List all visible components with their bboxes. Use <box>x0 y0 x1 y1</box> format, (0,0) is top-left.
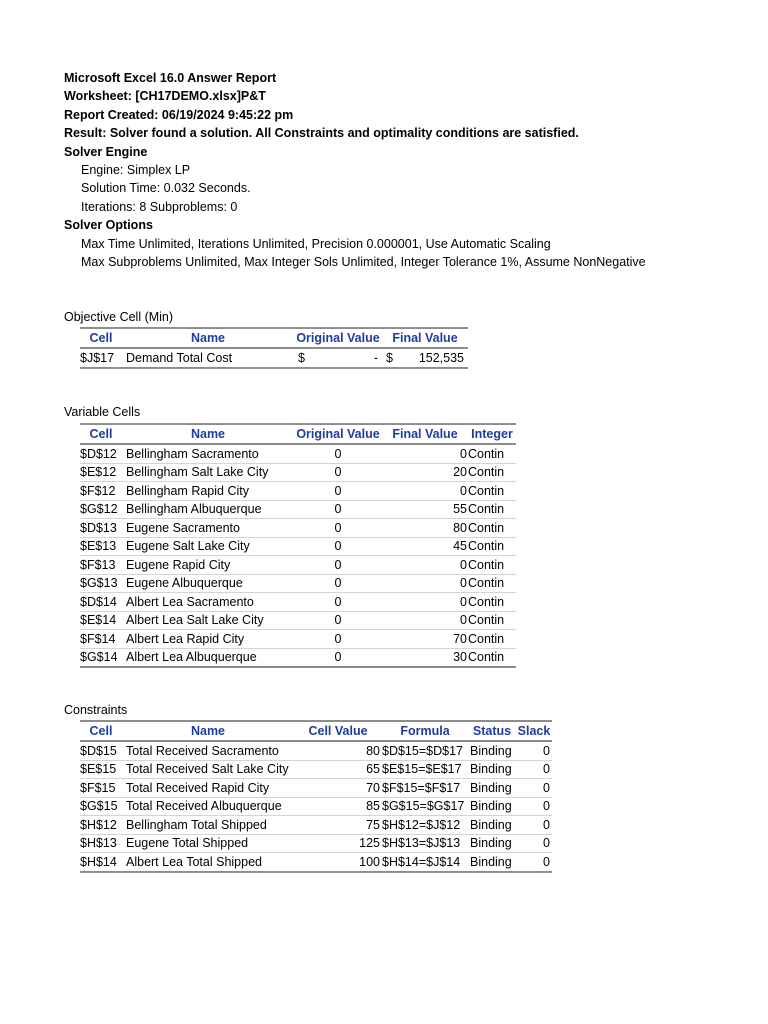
variable-cells-table <box>80 423 516 668</box>
report-created-line: Report Created: 06/19/2024 9:45:22 pm <box>64 107 294 122</box>
variable-header-row <box>80 424 516 444</box>
status: Binding <box>468 816 516 835</box>
cell-value: 125 <box>294 834 382 853</box>
status: Binding <box>468 741 516 760</box>
integer-flag: Contin <box>468 648 516 667</box>
integer-flag: Contin <box>468 611 516 630</box>
integer-flag: Contin <box>468 537 516 556</box>
slack: 0 <box>516 834 552 853</box>
currency-symbol: $ <box>298 350 305 365</box>
cell-name: Eugene Total Shipped <box>122 834 294 853</box>
slack: 0 <box>516 853 552 872</box>
status: Binding <box>468 853 516 872</box>
col-header: Name <box>122 328 294 348</box>
integer-flag: Contin <box>468 519 516 538</box>
slack: 0 <box>516 797 552 816</box>
currency-symbol: $ <box>386 350 393 365</box>
cell-name: Albert Lea Sacramento <box>122 593 294 612</box>
integer-flag: Contin <box>468 630 516 649</box>
cell-ref: $H$13 <box>80 834 122 853</box>
cell-name: Bellingham Salt Lake City <box>122 463 294 482</box>
status: Binding <box>468 834 516 853</box>
variable-section-label: Variable Cells <box>64 405 141 419</box>
cell-name: Total Received Sacramento <box>122 741 294 760</box>
table-row <box>80 779 552 798</box>
col-header: Integer <box>468 424 516 444</box>
table-row <box>80 611 516 630</box>
cell-name: Eugene Salt Lake City <box>122 537 294 556</box>
solver-options-heading: Solver Options <box>64 218 153 233</box>
table-row <box>80 853 552 872</box>
original-value: 0 <box>294 463 382 482</box>
cell-name: Bellingham Sacramento <box>122 444 294 463</box>
col-header: Cell <box>80 328 122 348</box>
cell-ref: $D$12 <box>80 444 122 463</box>
table-row <box>80 537 516 556</box>
cell-value: 70 <box>294 779 382 798</box>
cell-ref: $F$12 <box>80 482 122 501</box>
integer-flag: Contin <box>468 556 516 575</box>
original-value: 0 <box>294 556 382 575</box>
table-row <box>80 760 552 779</box>
table-row <box>80 741 552 760</box>
original-value <box>294 348 382 368</box>
cell-name: Total Received Albuquerque <box>122 797 294 816</box>
integer-flag: Contin <box>468 500 516 519</box>
formula: $H$14=$J$14 <box>382 853 468 872</box>
final-value: 45 <box>382 537 468 556</box>
col-header: Cell <box>80 424 122 444</box>
objective-table <box>80 327 468 369</box>
final-value: 20 <box>382 463 468 482</box>
cell-value: 75 <box>294 816 382 835</box>
col-header: Original Value <box>294 424 382 444</box>
report-header <box>64 69 646 271</box>
table-row <box>80 593 516 612</box>
original-value: 0 <box>294 630 382 649</box>
col-header: Slack <box>516 721 552 741</box>
integer-flag: Contin <box>468 482 516 501</box>
cell-ref: $E$14 <box>80 611 122 630</box>
slack: 0 <box>516 779 552 798</box>
cell-name: Bellingham Total Shipped <box>122 816 294 835</box>
table-row <box>80 630 516 649</box>
cell-ref: $F$14 <box>80 630 122 649</box>
original-value: 0 <box>294 519 382 538</box>
col-header: Status <box>468 721 516 741</box>
table-row <box>80 500 516 519</box>
cell-ref: $G$14 <box>80 648 122 667</box>
cell-ref: $D$13 <box>80 519 122 538</box>
solution-time-line: Solution Time: 0.032 Seconds. <box>81 181 251 196</box>
formula: $H$12=$J$12 <box>382 816 468 835</box>
slack: 0 <box>516 816 552 835</box>
status: Binding <box>468 797 516 816</box>
col-header: Original Value <box>294 328 382 348</box>
cell-name: Eugene Sacramento <box>122 519 294 538</box>
table-row <box>80 648 516 667</box>
final-value <box>382 348 468 368</box>
original-value: 0 <box>294 593 382 612</box>
final-value: 0 <box>382 593 468 612</box>
original-value: 0 <box>294 444 382 463</box>
final-value: 30 <box>382 648 468 667</box>
col-header: Final Value <box>382 328 468 348</box>
report-title: Microsoft Excel 16.0 Answer Report <box>64 71 277 85</box>
table-row <box>80 816 552 835</box>
table-row <box>80 556 516 575</box>
cell-ref: $H$14 <box>80 853 122 872</box>
cell-ref: $G$13 <box>80 574 122 593</box>
cell-value: 65 <box>294 760 382 779</box>
final-value: 80 <box>382 519 468 538</box>
constraints-table <box>80 720 552 873</box>
iterations-line: Iterations: 8 Subproblems: 0 <box>81 199 238 214</box>
solver-engine-heading: Solver Engine <box>64 144 148 159</box>
final-value: 0 <box>382 556 468 575</box>
original-value: 0 <box>294 537 382 556</box>
cell-value: 80 <box>294 741 382 760</box>
cell-value: 85 <box>294 797 382 816</box>
original-value: 0 <box>294 611 382 630</box>
table-row <box>80 482 516 501</box>
final-value-amount: 152,535 <box>418 350 464 365</box>
cell-name: Albert Lea Total Shipped <box>122 853 294 872</box>
cell-name: Bellingham Albuquerque <box>122 500 294 519</box>
cell-ref: $D$15 <box>80 741 122 760</box>
constraints-header-row <box>80 721 552 741</box>
cell-name: Eugene Rapid City <box>122 556 294 575</box>
status: Binding <box>468 760 516 779</box>
cell-ref: $E$13 <box>80 537 122 556</box>
col-header: Cell <box>80 721 122 741</box>
col-header: Name <box>122 721 294 741</box>
formula: $G$15=$G$17 <box>382 797 468 816</box>
slack: 0 <box>516 741 552 760</box>
original-value: 0 <box>294 482 382 501</box>
cell-ref: $F$13 <box>80 556 122 575</box>
cell-name: Demand Total Cost <box>122 348 294 368</box>
original-value: 0 <box>294 648 382 667</box>
formula: $E$15=$E$17 <box>382 760 468 779</box>
cell-name: Albert Lea Salt Lake City <box>122 611 294 630</box>
cell-name: Total Received Rapid City <box>122 779 294 798</box>
result-line: Result: Solver found a solution. All Constraints and optimality conditions are satisfied. <box>64 126 579 141</box>
final-value: 0 <box>382 574 468 593</box>
formula: $D$15=$D$17 <box>382 741 468 760</box>
table-row <box>80 519 516 538</box>
objective-row <box>80 348 468 368</box>
cell-ref: $H$12 <box>80 816 122 835</box>
cell-ref: $J$17 <box>80 348 122 368</box>
options-line-2: Max Subproblems Unlimited, Max Integer Sols Unlimited, Integer Tolerance 1%, Assume NonNegative <box>81 254 646 269</box>
status: Binding <box>468 779 516 798</box>
cell-ref: $E$12 <box>80 463 122 482</box>
cell-ref: $D$14 <box>80 593 122 612</box>
integer-flag: Contin <box>468 593 516 612</box>
final-value: 70 <box>382 630 468 649</box>
table-row <box>80 463 516 482</box>
original-value: 0 <box>294 500 382 519</box>
original-value: 0 <box>294 574 382 593</box>
engine-line: Engine: Simplex LP <box>81 162 191 177</box>
table-row <box>80 574 516 593</box>
cell-name: Albert Lea Albuquerque <box>122 648 294 667</box>
final-value: 55 <box>382 500 468 519</box>
col-header: Formula <box>382 721 468 741</box>
final-value: 0 <box>382 444 468 463</box>
original-value-amount: - <box>373 350 378 365</box>
cell-ref: $G$12 <box>80 500 122 519</box>
options-line-1: Max Time Unlimited, Iterations Unlimited, Precision 0.000001, Use Automatic Scaling <box>81 236 551 251</box>
col-header: Cell Value <box>294 721 382 741</box>
formula: $F$15=$F$17 <box>382 779 468 798</box>
objective-header-row <box>80 328 468 348</box>
objective-section-label: Objective Cell (Min) <box>64 310 174 324</box>
slack: 0 <box>516 760 552 779</box>
cell-ref: $F$15 <box>80 779 122 798</box>
cell-ref: $G$15 <box>80 797 122 816</box>
table-row <box>80 444 516 463</box>
formula: $H$13=$J$13 <box>382 834 468 853</box>
cell-name: Albert Lea Rapid City <box>122 630 294 649</box>
final-value: 0 <box>382 482 468 501</box>
integer-flag: Contin <box>468 463 516 482</box>
integer-flag: Contin <box>468 574 516 593</box>
cell-value: 100 <box>294 853 382 872</box>
cell-name: Bellingham Rapid City <box>122 482 294 501</box>
col-header: Name <box>122 424 294 444</box>
worksheet-line: Worksheet: [CH17DEMO.xlsx]P&T <box>64 89 266 104</box>
col-header: Final Value <box>382 424 468 444</box>
cell-name: Eugene Albuquerque <box>122 574 294 593</box>
table-row <box>80 834 552 853</box>
constraints-section-label: Constraints <box>64 703 128 717</box>
integer-flag: Contin <box>468 444 516 463</box>
cell-ref: $E$15 <box>80 760 122 779</box>
table-row <box>80 797 552 816</box>
cell-name: Total Received Salt Lake City <box>122 760 294 779</box>
final-value: 0 <box>382 611 468 630</box>
